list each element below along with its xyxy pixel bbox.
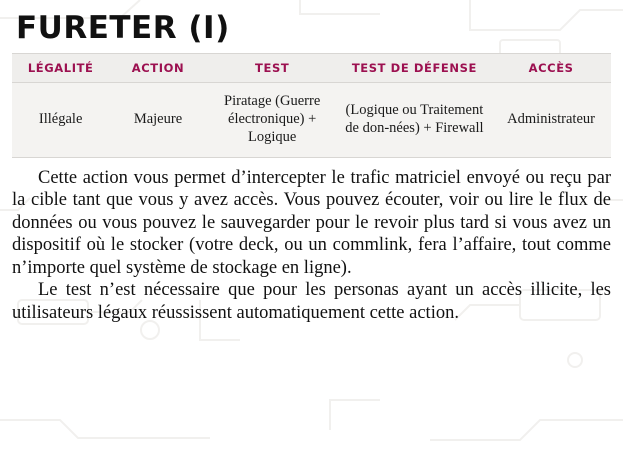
column-header-test-de-defense: TEST DE DÉFENSE <box>338 53 491 82</box>
stat-table <box>12 53 611 158</box>
column-header-action: ACTION <box>109 53 206 82</box>
cell-legalite: Illégale <box>12 82 109 157</box>
table-row <box>12 82 611 157</box>
paragraph-1: Cette action vous permet d’intercepter le trafic matriciel envoyé ou reçu par la cible tant que vous y avez accès. Vous pouvez écouter, voir ou lire le flux de données ou vous pouvez le sauvegarder pour le revoir plus tard si vous avez un dispositif où le stocker (votre deck, ou un commlink, fera l’affaire, tout comme n’importe quel système de stockage en ligne). <box>12 167 611 278</box>
column-header-legalite: LÉGALITÉ <box>12 53 109 82</box>
page-title: FURETER (I) <box>16 10 230 46</box>
cell-action: Majeure <box>109 82 206 157</box>
cell-acces: Administrateur <box>491 82 611 157</box>
description-text <box>12 167 611 324</box>
column-header-acces: ACCÈS <box>491 53 611 82</box>
cell-test-de-defense: (Logique ou Traitement de don-nées) + Firewall <box>338 82 491 157</box>
paragraph-2: Le test n’est nécessaire que pour les personas ayant un accès illicite, les utilisateurs légaux réussissent automatiquement cette action. <box>12 280 611 323</box>
cell-test: Piratage (Guerre électronique) + Logique <box>207 82 338 157</box>
table-header-row <box>12 53 611 82</box>
column-header-test: TEST <box>207 53 338 82</box>
